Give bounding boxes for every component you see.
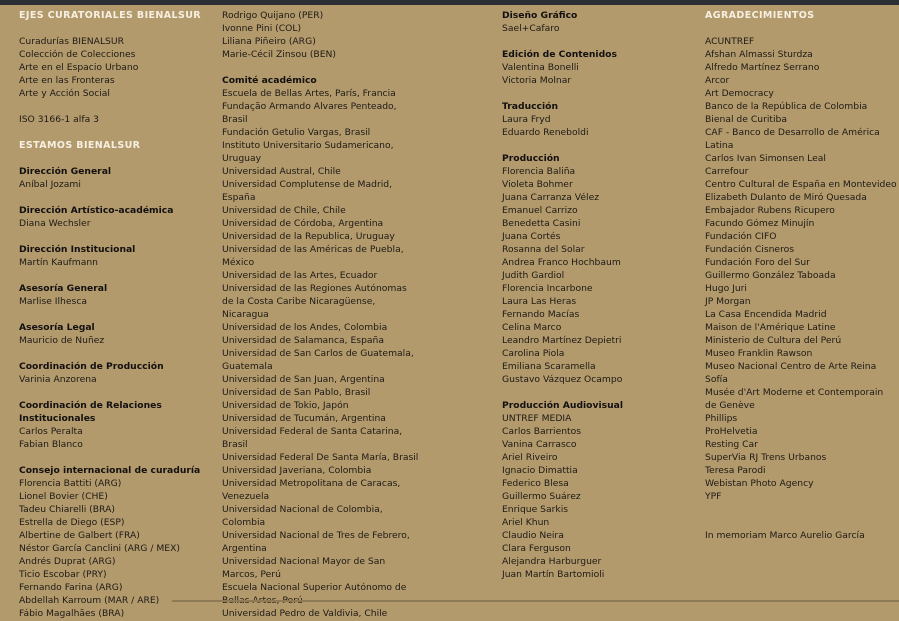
credit-line: Universidad Austral, Chile bbox=[222, 166, 341, 177]
credit-line: Ministerio de Cultura del Perú bbox=[705, 335, 842, 346]
credit-line: Ticio Escobar (PRY) bbox=[19, 569, 107, 580]
credit-line: Instituto Universitario Sudamericano, bbox=[222, 140, 394, 151]
credit-line: Universidad de las Artes, Ecuador bbox=[222, 270, 378, 281]
credit-line: Museo Franklin Rawson bbox=[705, 348, 813, 359]
credit-section bbox=[705, 529, 899, 542]
credit-line: ISO 3166-1 alfa 3 bbox=[19, 114, 99, 125]
credit-line: Fabian Blanco bbox=[19, 439, 83, 450]
credit-line: Brasil bbox=[222, 114, 248, 125]
credit-line: Judith Gardiol bbox=[502, 270, 565, 281]
section-heading: Comité académico bbox=[222, 75, 317, 86]
credit-line: Emanuel Carrizo bbox=[502, 205, 578, 216]
credit-line: Universidad Nacional de Tres de Febrero, bbox=[222, 530, 410, 541]
credit-line: Fábio Magalhães (BRA) bbox=[19, 608, 125, 619]
credit-section bbox=[19, 243, 215, 269]
credit-line: SuperVia RJ Trens Urbanos bbox=[705, 452, 827, 463]
credit-section bbox=[502, 399, 698, 581]
credit-line: Universidad Javeriana, Colombia bbox=[222, 465, 372, 476]
credit-line: Argentina bbox=[222, 543, 267, 554]
credit-line: Carlos Barrientos bbox=[502, 426, 582, 437]
credit-line: Centro Cultural de España en Montevideo bbox=[705, 179, 897, 190]
credit-line: Lionel Bovier (CHE) bbox=[19, 491, 108, 502]
credit-line: Florencia Baliña bbox=[502, 166, 576, 177]
credit-line: Juana Cortés bbox=[502, 231, 561, 242]
credit-line: Latina bbox=[705, 140, 734, 151]
credit-line: Universidad Metropolitana de Caracas, bbox=[222, 478, 401, 489]
credit-line: Brasil bbox=[222, 439, 248, 450]
credit-line: Musée d'Art Moderne et Contemporain bbox=[705, 387, 884, 398]
credit-line: Sofía bbox=[705, 374, 728, 385]
credit-line: Aníbal Jozami bbox=[19, 179, 81, 190]
credit-line: Valentina Bonelli bbox=[502, 62, 579, 73]
credit-line: México bbox=[222, 257, 255, 268]
credit-line: Universidad Complutense de Madrid, bbox=[222, 179, 393, 190]
credit-line: Fundación Getulio Vargas, Brasil bbox=[222, 127, 371, 138]
credit-line: Carrefour bbox=[705, 166, 749, 177]
section-heading: Dirección General bbox=[19, 166, 112, 177]
credit-line: Enrique Sarkis bbox=[502, 504, 569, 515]
credit-line: Ariel Khun bbox=[502, 517, 550, 528]
column-4 bbox=[705, 9, 899, 542]
bottom-rule bbox=[172, 600, 899, 602]
credit-line: Webistan Photo Agency bbox=[705, 478, 814, 489]
credit-line: Florencia Incarbone bbox=[502, 283, 593, 294]
credit-line: Marlise Ilhesca bbox=[19, 296, 88, 307]
credit-line: Laura Fryd bbox=[502, 114, 551, 125]
credit-line: Carlos Peralta bbox=[19, 426, 83, 437]
credit-line: Colombia bbox=[222, 517, 266, 528]
section-heading: Coordinación de Relaciones Institucionales bbox=[19, 400, 162, 424]
credit-line: Universidad de San Juan, Argentina bbox=[222, 374, 385, 385]
credit-line: Leandro Martínez Depietri bbox=[502, 335, 622, 346]
credit-line: Universidad Federal de Santa Catarina, bbox=[222, 426, 403, 437]
credit-line: Banco de la República de Colombia bbox=[705, 101, 868, 112]
section-heading: Coordinación de Producción bbox=[19, 361, 164, 372]
credit-section bbox=[222, 9, 494, 61]
credit-line: Curadurías BIENALSUR bbox=[19, 36, 125, 47]
credit-line: Guillermo González Taboada bbox=[705, 270, 836, 281]
credit-section bbox=[19, 360, 215, 386]
column-2 bbox=[222, 9, 494, 620]
credit-line: Victoria Molnar bbox=[502, 75, 572, 86]
credit-line: Albertine de Galbert (FRA) bbox=[19, 530, 140, 541]
credit-line: Varinia Anzorena bbox=[19, 374, 97, 385]
credit-line: Celina Marco bbox=[502, 322, 562, 333]
section-heading: Asesoría General bbox=[19, 283, 108, 294]
credit-line: Universidad de San Carlos de Guatemala, bbox=[222, 348, 414, 359]
credit-line: Universidad de Chile, Chile bbox=[222, 205, 346, 216]
credit-line: Benedetta Casini bbox=[502, 218, 581, 229]
credit-section bbox=[502, 9, 698, 35]
credit-line: UNTREF MEDIA bbox=[502, 413, 572, 424]
section-heading: Edición de Contenidos bbox=[502, 49, 617, 60]
credit-line: Guillermo Suárez bbox=[502, 491, 581, 502]
credit-line: Fundación Cisneros bbox=[705, 244, 795, 255]
column-3 bbox=[502, 9, 698, 581]
credit-line: Juana Carranza Vélez bbox=[502, 192, 600, 203]
credit-line: Abdellah Karroum (MAR / ARE) bbox=[19, 595, 160, 606]
credit-line: Ivonne Pini (COL) bbox=[222, 23, 302, 34]
credit-line: Carolina Piola bbox=[502, 348, 565, 359]
credit-line: Claudio Neira bbox=[502, 530, 564, 541]
credit-line: Universidad Nacional Mayor de San bbox=[222, 556, 386, 567]
credit-line: Escuela de Bellas Artes, París, Francia bbox=[222, 88, 396, 99]
credit-section bbox=[19, 9, 215, 100]
section-heading: Diseño Gráfico bbox=[502, 10, 578, 21]
credit-line: Arte y Acción Social bbox=[19, 88, 110, 99]
credit-line: Escuela Nacional Superior Autónomo de bbox=[222, 582, 407, 593]
credit-line: Museo Nacional Centro de Arte Reina bbox=[705, 361, 877, 372]
credit-section bbox=[19, 165, 215, 191]
credit-line: Universidad Pedro de Valdivia, Chile bbox=[222, 608, 388, 619]
credit-line: Federico Blesa bbox=[502, 478, 569, 489]
credit-section bbox=[19, 464, 215, 620]
section-heading: AGRADECIMIENTOS bbox=[705, 10, 815, 21]
credit-line: Fundación CIFO bbox=[705, 231, 777, 242]
credit-line: Tadeu Chiarelli (BRA) bbox=[19, 504, 115, 515]
credit-line: Violeta Bohmer bbox=[502, 179, 573, 190]
credit-section bbox=[19, 399, 215, 451]
credit-line: Elizabeth Dulanto de Miró Quesada bbox=[705, 192, 867, 203]
credit-line: Néstor García Canclini (ARG / MEX) bbox=[19, 543, 180, 554]
credit-line: Mauricio de Nuñez bbox=[19, 335, 105, 346]
section-heading: Producción Audiovisual bbox=[502, 400, 623, 411]
credit-line: Arte en el Espacio Urbano bbox=[19, 62, 139, 73]
credit-section bbox=[19, 139, 215, 152]
credit-line: Afshan Almassi Sturdza bbox=[705, 49, 813, 60]
credit-line: Universidad Federal De Santa María, Brasil bbox=[222, 452, 419, 463]
credit-line: Clara Ferguson bbox=[502, 543, 571, 554]
credit-section bbox=[502, 48, 698, 87]
credit-line: Fernando Macías bbox=[502, 309, 580, 320]
credit-line: Juan Martín Bartomioli bbox=[502, 569, 605, 580]
credit-line: Arcor bbox=[705, 75, 730, 86]
credit-section bbox=[19, 204, 215, 230]
credit-line: Venezuela bbox=[222, 491, 270, 502]
credit-section bbox=[502, 152, 698, 386]
credit-line: Colección de Colecciones bbox=[19, 49, 136, 60]
credit-line: Universidad de la Republica, Uruguay bbox=[222, 231, 395, 242]
credit-line: ACUNTREF bbox=[705, 36, 755, 47]
credit-line: de la Costa Caribe Nicaragüense, bbox=[222, 296, 376, 307]
credit-line: Sael+Cafaro bbox=[502, 23, 560, 34]
credit-line: Laura Las Heras bbox=[502, 296, 577, 307]
credit-section bbox=[19, 113, 215, 126]
credit-section bbox=[19, 321, 215, 347]
credit-line: Fernando Farina (ARG) bbox=[19, 582, 123, 593]
credit-line: Arte en las Fronteras bbox=[19, 75, 115, 86]
credit-line: Universidad de Salamanca, España bbox=[222, 335, 385, 346]
credit-line: Maison de l'Amérique Latine bbox=[705, 322, 836, 333]
credit-line: Universidad de las Regiones Autónomas bbox=[222, 283, 407, 294]
credit-line: Hugo Juri bbox=[705, 283, 747, 294]
credit-line: Estrella de Diego (ESP) bbox=[19, 517, 125, 528]
credit-line: ProHelvetia bbox=[705, 426, 758, 437]
section-heading: Dirección Institucional bbox=[19, 244, 136, 255]
credit-section bbox=[502, 100, 698, 139]
credit-section bbox=[222, 74, 494, 620]
credit-line: Universidad Nacional de Colombia, bbox=[222, 504, 383, 515]
credit-line: Ariel Riveiro bbox=[502, 452, 558, 463]
credit-line: Facundo Gómez Minujín bbox=[705, 218, 815, 229]
credit-line: Teresa Parodi bbox=[705, 465, 766, 476]
credit-line: Marcos, Perú bbox=[222, 569, 281, 580]
credit-line: Universidad de las Américas de Puebla, bbox=[222, 244, 404, 255]
credit-line: Resting Car bbox=[705, 439, 758, 450]
credit-line: España bbox=[222, 192, 256, 203]
credit-line: Uruguay bbox=[222, 153, 262, 164]
credit-line: La Casa Encendida Madrid bbox=[705, 309, 827, 320]
credit-line: Andrés Duprat (ARG) bbox=[19, 556, 116, 567]
credit-line: Universidad de San Pablo, Brasil bbox=[222, 387, 371, 398]
credit-line: Eduardo Reneboldi bbox=[502, 127, 589, 138]
credit-line: Bienal de Curitiba bbox=[705, 114, 788, 125]
credit-line: Universidad de Tokio, Japón bbox=[222, 400, 349, 411]
credit-line: In memoriam Marco Aurelio García bbox=[705, 530, 865, 541]
credit-section bbox=[19, 282, 215, 308]
credit-line: Phillips bbox=[705, 413, 738, 424]
credit-line: Marie-Cécil Zinsou (BEN) bbox=[222, 49, 336, 60]
credit-line: Andrea Franco Hochbaum bbox=[502, 257, 621, 268]
credit-line: YPF bbox=[705, 491, 722, 502]
credit-line: Ignacio Dimattia bbox=[502, 465, 578, 476]
section-heading: Producción bbox=[502, 153, 560, 164]
credit-line: Carlos Ivan Simonsen Leal bbox=[705, 153, 826, 164]
section-heading: ESTAMOS BIENALSUR bbox=[19, 140, 141, 151]
credit-line: Fundação Armando Alvares Penteado, bbox=[222, 101, 397, 112]
credit-line: de Genève bbox=[705, 400, 755, 411]
credit-line: Embajador Rubens Ricupero bbox=[705, 205, 835, 216]
section-heading: Consejo internacional de curaduría bbox=[19, 465, 201, 476]
section-heading: Asesoría Legal bbox=[19, 322, 95, 333]
credit-section bbox=[705, 9, 899, 503]
credit-line: JP Morgan bbox=[705, 296, 751, 307]
credit-line: Diana Wechsler bbox=[19, 218, 91, 229]
credit-line: Rodrigo Quijano (PER) bbox=[222, 10, 324, 21]
credit-line: Alejandra Harburguer bbox=[502, 556, 602, 567]
section-heading: Traducción bbox=[502, 101, 558, 112]
credit-line: Martín Kaufmann bbox=[19, 257, 99, 268]
credit-line: Fundación Foro del Sur bbox=[705, 257, 810, 268]
credit-line: Universidad de Tucumán, Argentina bbox=[222, 413, 386, 424]
credit-line: Guatemala bbox=[222, 361, 273, 372]
column-1 bbox=[19, 9, 215, 620]
credit-line: Rosanna del Solar bbox=[502, 244, 585, 255]
credit-line: Universidad de Córdoba, Argentina bbox=[222, 218, 384, 229]
credit-line: Florencia Battiti (ARG) bbox=[19, 478, 122, 489]
credit-line: Art Democracy bbox=[705, 88, 774, 99]
section-heading: Dirección Artístico-académica bbox=[19, 205, 174, 216]
section-heading: EJES CURATORIALES BIENALSUR bbox=[19, 10, 202, 21]
credit-line: Universidad de los Andes, Colombia bbox=[222, 322, 388, 333]
credit-line: Liliana Piñeiro (ARG) bbox=[222, 36, 316, 47]
credit-line: Emiliana Scaramella bbox=[502, 361, 596, 372]
credit-line: Nicaragua bbox=[222, 309, 269, 320]
credit-line: Gustavo Vázquez Ocampo bbox=[502, 374, 623, 385]
credit-line: CAF - Banco de Desarrollo de América bbox=[705, 127, 880, 138]
credit-line: Alfredo Martínez Serrano bbox=[705, 62, 820, 73]
credit-line: Vanina Carrasco bbox=[502, 439, 577, 450]
top-bar bbox=[0, 0, 899, 5]
